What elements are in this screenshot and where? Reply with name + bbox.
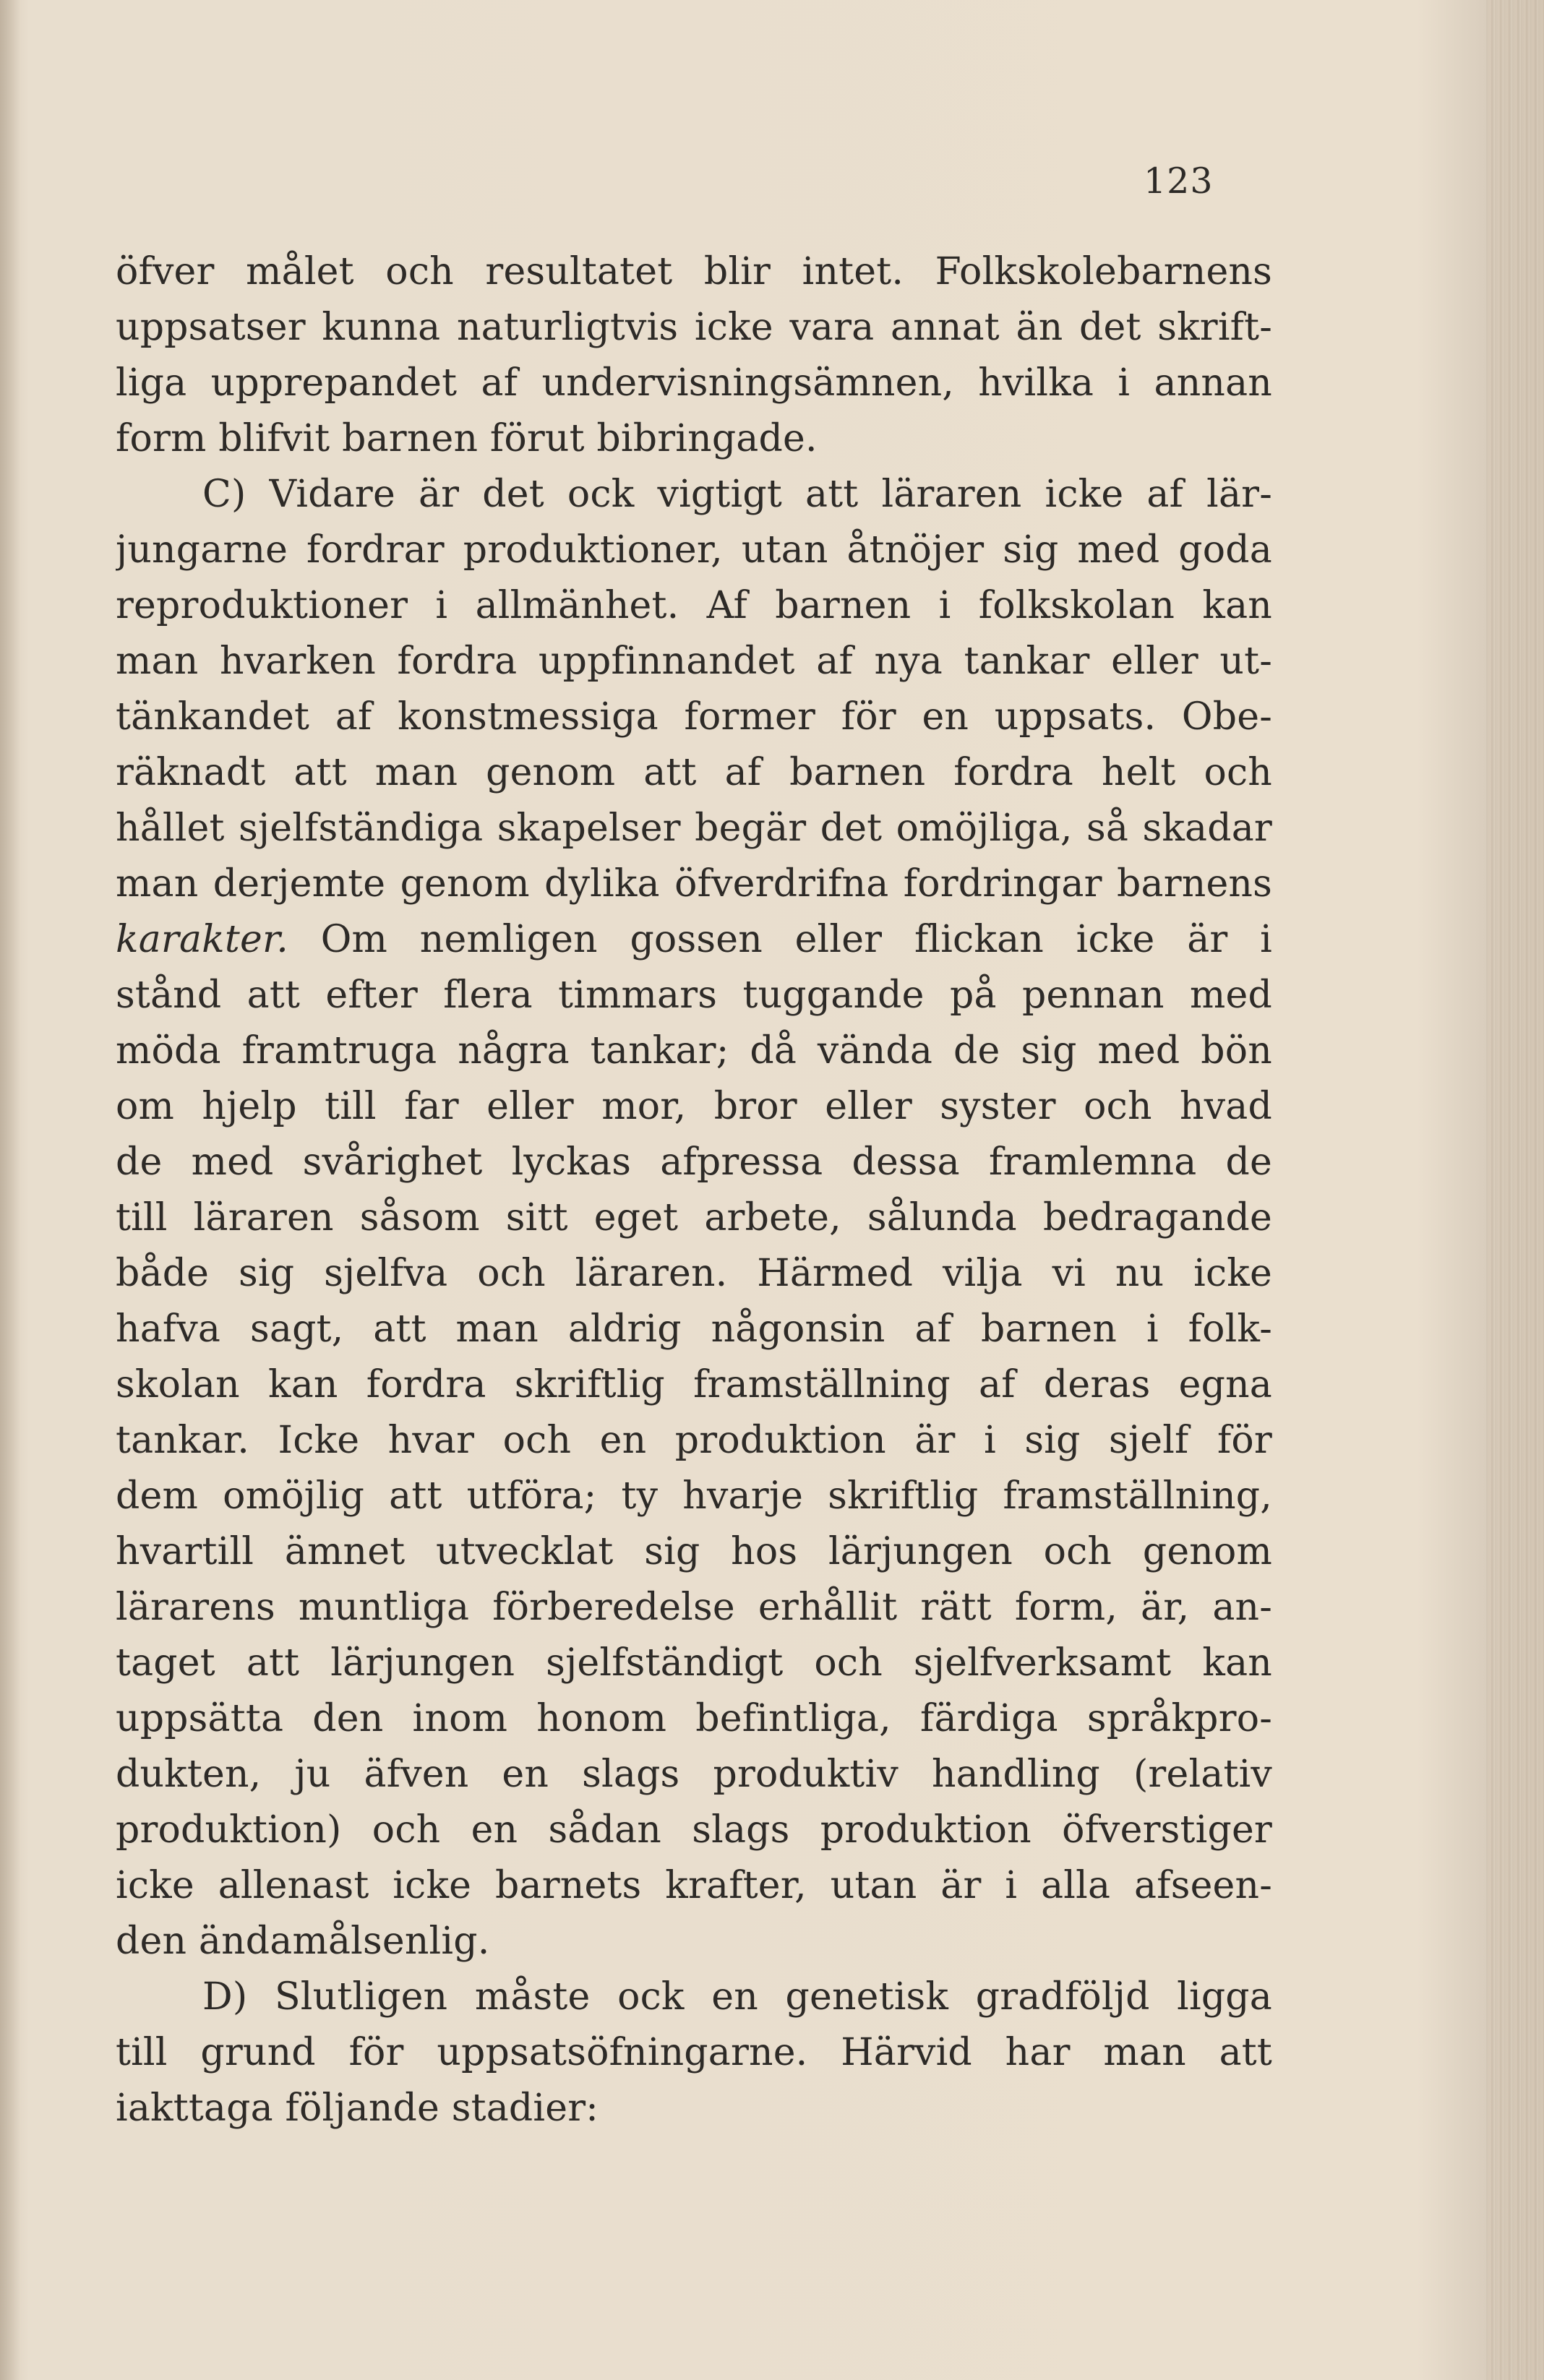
- italic-word: karakter.: [116, 918, 289, 961]
- text-line-4: form blifvit barnen förut bibringade.: [116, 417, 818, 460]
- text-line-3: liga upprepandet af undervisningsämnen, hvilka i annan: [116, 361, 1272, 405]
- text-line-6: jungarne fordrar produktioner, utan åtnöjer sig med goda: [116, 528, 1272, 572]
- text-line-27: uppsätta den inom honom befintliga, färdiga språkpro-: [116, 1697, 1272, 1740]
- text-line-18: till läraren såsom sitt eget arbete, sålunda bedragande: [116, 1196, 1272, 1240]
- line-13-rest: Om nemligen gossen eller flickan icke är i: [288, 918, 1272, 961]
- text-line-31: den ändamålsenlig.: [116, 1920, 490, 1963]
- page-gutter-shadow: [0, 0, 20, 2380]
- text-line-2: uppsatser kunna naturligtvis icke vara annat än det skrift-: [116, 306, 1272, 349]
- text-line-8: man hvarken fordra uppfinnandet af nya tankar eller ut-: [116, 640, 1272, 683]
- text-line-29: produktion) och en sådan slags produktion öfverstiger: [116, 1808, 1272, 1852]
- text-line-24: hvartill ämnet utvecklat sig hos lärjungen och genom: [116, 1530, 1272, 1573]
- text-line-22: tankar. Icke hvar och en produktion är i sig sjelf för: [116, 1419, 1272, 1462]
- text-line-23: dem omöjlig att utföra; ty hvarje skriftlig framställning,: [116, 1474, 1272, 1518]
- text-line-12: man derjemte genom dylika öfverdrifna fordringar barnens: [116, 862, 1272, 906]
- text-line-7: reproduktioner i allmänhet. Af barnen i folkskolan kan: [116, 584, 1272, 627]
- text-line-1: öfver målet och resultatet blir intet. Folkskolebarnens: [116, 250, 1272, 293]
- page-edge-texture: [1486, 0, 1544, 2380]
- text-line-17: de med svårighet lyckas afpressa dessa framlemna de: [116, 1140, 1272, 1184]
- page-number: 123: [1144, 160, 1214, 202]
- text-line-10: räknadt att man genom att af barnen fordra helt och: [116, 751, 1272, 794]
- text-line-34: iakttaga följande stadier:: [116, 2087, 599, 2130]
- text-line-16: om hjelp till far eller mor, bror eller syster och hvad: [116, 1085, 1272, 1128]
- text-line-19: både sig sjelfva och läraren. Härmed vilja vi nu icke: [116, 1252, 1272, 1295]
- text-line-9: tänkandet af konstmessiga former för en uppsats. Obe-: [116, 695, 1272, 739]
- text-line-21: skolan kan fordra skriftlig framställning af deras egna: [116, 1363, 1272, 1406]
- text-line-15: möda framtruga några tankar; då vända de sig med bön: [116, 1029, 1272, 1073]
- text-line-5: C) Vidare är det ock vigtigt att läraren icke af lär-: [202, 473, 1272, 516]
- text-line-33: till grund för uppsatsöfningarne. Härvid har man att: [116, 2031, 1272, 2074]
- text-line-25: lärarens muntliga förberedelse erhållit rätt form, är, an-: [116, 1586, 1272, 1629]
- text-line-20: hafva sagt, att man aldrig någonsin af barnen i folk-: [116, 1307, 1272, 1351]
- text-line-32: D) Slutligen måste ock en genetisk gradföljd ligga: [202, 1975, 1272, 2019]
- text-line-26: taget att lärjungen sjelfständigt och sjelfverksamt kan: [116, 1641, 1272, 1685]
- text-line-13: [116, 912, 1272, 968]
- text-line-11: hållet sjelfständiga skapelser begär det omöjliga, så skadar: [116, 807, 1272, 850]
- text-line-14: stånd att efter flera timmars tuggande på pennan med: [116, 974, 1272, 1017]
- text-line-28: dukten, ju äfven en slags produktiv handling (relativ: [116, 1753, 1272, 1796]
- text-line-30: icke allenast icke barnets krafter, utan är i alla afseen-: [116, 1864, 1272, 1907]
- body-text: [116, 244, 1272, 2136]
